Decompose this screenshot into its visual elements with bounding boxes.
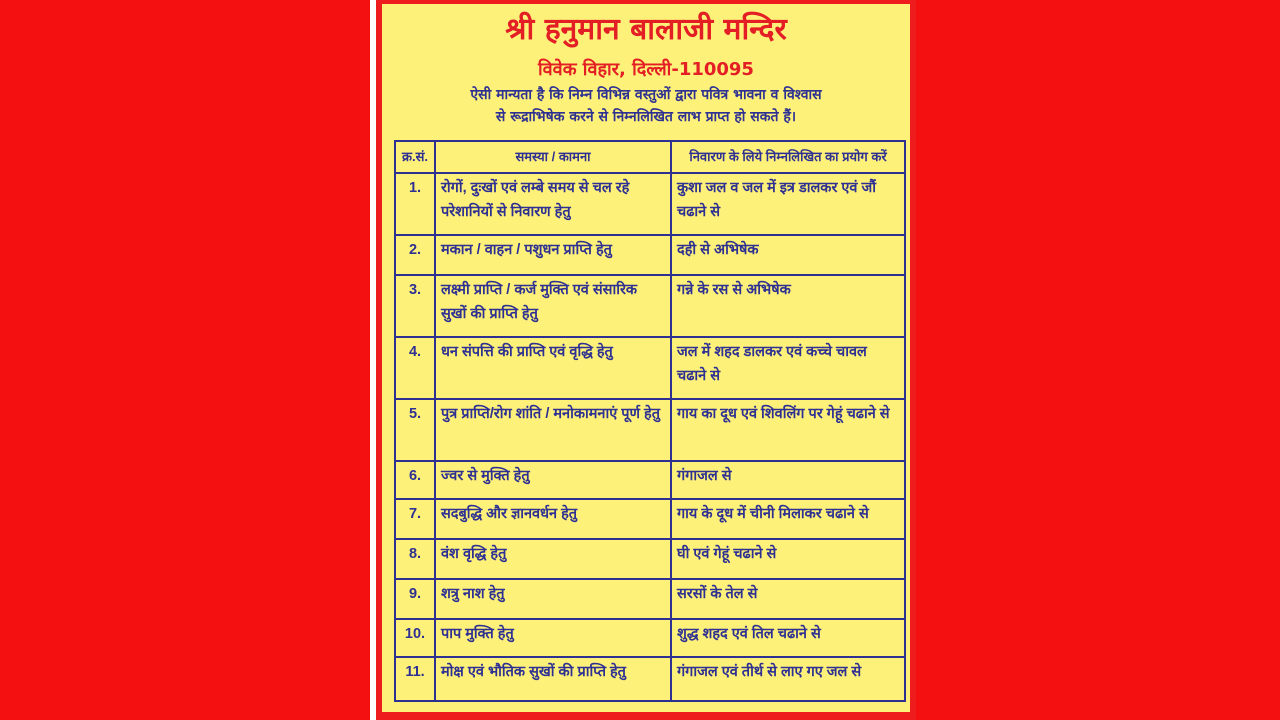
- row-remedy: कुशा जल व जल में इत्र डालकर एवं जौं चढाने से: [671, 173, 905, 235]
- intro-text: [396, 84, 896, 128]
- table-row: [395, 499, 905, 539]
- row-problem: पाप मुक्ति हेतु: [435, 619, 671, 657]
- table-row: [395, 579, 905, 619]
- row-number: 2.: [395, 235, 435, 275]
- table-row: [395, 539, 905, 579]
- row-remedy: जल में शहद डालकर एवं कच्चे चावल चढाने से: [671, 337, 905, 399]
- table-row: [395, 619, 905, 657]
- row-problem: धन संपत्ति की प्राप्ति एवं वृद्धि हेतु: [435, 337, 671, 399]
- row-remedy: गंगाजल एवं तीर्थ से लाए गए जल से: [671, 657, 905, 701]
- row-remedy: शुद्ध शहद एवं तिल चढाने से: [671, 619, 905, 657]
- row-problem: वंश वृद्धि हेतु: [435, 539, 671, 579]
- row-number: 7.: [395, 499, 435, 539]
- poster-panel: [382, 4, 910, 712]
- row-remedy: गन्ने के रस से अभिषेक: [671, 275, 905, 337]
- row-remedy: गाय का दूध एवं शिवलिंग पर गेहूं चढाने से: [671, 399, 905, 461]
- row-remedy: गंगाजल से: [671, 461, 905, 499]
- row-number: 6.: [395, 461, 435, 499]
- row-number: 8.: [395, 539, 435, 579]
- temple-title: श्री हनुमान बालाजी मन्दिर: [505, 12, 787, 47]
- row-remedy: दही से अभिषेक: [671, 235, 905, 275]
- table-row: [395, 657, 905, 701]
- row-remedy: सरसों के तेल से: [671, 579, 905, 619]
- table-row: [395, 235, 905, 275]
- intro-line-2: से रूद्राभिषेक करने से निम्नलिखित लाभ प्राप्त हो सकते हैं।: [495, 109, 797, 125]
- row-remedy: गाय के दूध में चीनी मिलाकर चढाने से: [671, 499, 905, 539]
- row-problem: मोक्ष एवं भौतिक सुखों की प्राप्ति हेतु: [435, 657, 671, 701]
- row-problem: रोगों, दुःखों एवं लम्बे समय से चल रहे परेशानियों से निवारण हेतु: [435, 173, 671, 235]
- row-number: 5.: [395, 399, 435, 461]
- table-row: [395, 399, 905, 461]
- header-serial: क्र.सं.: [395, 141, 435, 173]
- table-row: [395, 337, 905, 399]
- row-number: 4.: [395, 337, 435, 399]
- remedies-table: [394, 140, 906, 702]
- row-number: 9.: [395, 579, 435, 619]
- row-remedy: घी एवं गेहूं चढाने से: [671, 539, 905, 579]
- intro-line-1: ऐसी मान्यता है कि निम्न विभिन्न वस्तुओं द्वारा पवित्र भावना व विश्वास: [470, 87, 822, 103]
- row-problem: ज्वर से मुक्ति हेतु: [435, 461, 671, 499]
- table-row: [395, 173, 905, 235]
- table-header-row: [395, 141, 905, 173]
- temple-poster: [376, 0, 916, 720]
- row-problem: शत्रु नाश हेतु: [435, 579, 671, 619]
- row-number: 3.: [395, 275, 435, 337]
- row-number: 10.: [395, 619, 435, 657]
- table-row: [395, 275, 905, 337]
- row-number: 11.: [395, 657, 435, 701]
- row-problem: पुत्र प्राप्ति/रोग शांति / मनोकामनाएं पूर्ण हेतु: [435, 399, 671, 461]
- row-number: 1.: [395, 173, 435, 235]
- table-row: [395, 461, 905, 499]
- row-problem: मकान / वाहन / पशुधन प्राप्ति हेतु: [435, 235, 671, 275]
- temple-address: विवेक विहार, दिल्ली-110095: [538, 59, 754, 80]
- row-problem: सदबुद्धि और ज्ञानवर्धन हेतु: [435, 499, 671, 539]
- row-problem: लक्ष्मी प्राप्ति / कर्ज मुक्ति एवं संसारिक सुखों की प्राप्ति हेतु: [435, 275, 671, 337]
- header-remedy: निवारण के लिये निम्नलिखित का प्रयोग करें: [671, 141, 905, 173]
- header-problem: समस्या / कामना: [435, 141, 671, 173]
